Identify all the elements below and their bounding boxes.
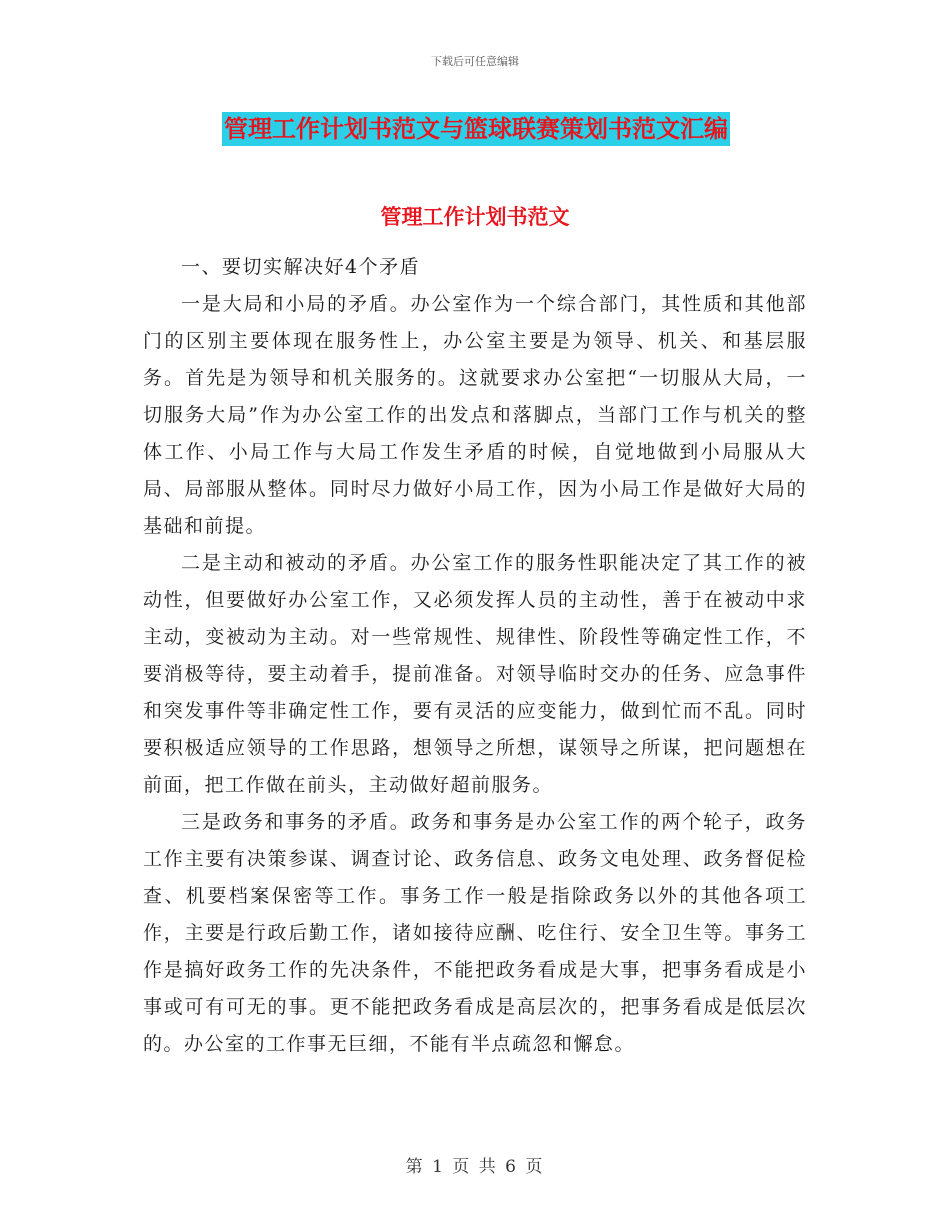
section-title: 管理工作计划书范文 xyxy=(380,204,570,229)
body-paragraph: 一是大局和小局的矛盾。办公室作为一个综合部门，其性质和其他部门的区别主要体现在服务性上，办公室主要是为领导、机关、和基层服务。首先是为领导和机关服务的。这就要求办公室把“一切服从大局，一切服务大局”作为办公室工作的出发点和落脚点，当部门工作与机关的整体工作、小局工作与大局工作发生矛盾的时候，自觉地做到小局服从大局、局部服从整体。同时尽力做好小局工作，因为小局工作是做好大局的基础和前提。 xyxy=(143,293,807,537)
body-paragraph: 二是主动和被动的矛盾。办公室工作的服务性职能决定了其工作的被动性，但要做好办公室工作，又必须发挥人员的主动性，善于在被动中求主动，变被动为主动。对一些常规性、规律性、阶段性等确定性工作，不要消极等待，要主动着手，提前准备。对领导临时交办的任务、应急事件和突发事件等非确定性工作，要有灵活的应变能力，做到忙而不乱。同时要积极适应领导的工作思路，想领导之所想，谋领导之所谋，把问题想在前面，把工作做在前头，主动做好超前服务。 xyxy=(143,552,807,796)
body-paragraph: 三是政务和事务的矛盾。政务和事务是办公室工作的两个轮子，政务工作主要有决策参谋、调查讨论、政务信息、政务文电处理、政务督促检查、机要档案保密等工作。事务工作一般是指除政务以外的其他各项工作，主要是行政后勤工作，诸如接待应酬、吃住行、安全卫生等。事务工作是搞好政务工作的先决条件，不能把政务看成是大事，把事务看成是小事或可有可无的事。更不能把政务看成是高层次的，把事务看成是低层次的。办公室的工作事无巨细，不能有半点疏忽和懈怠。 xyxy=(143,811,807,1055)
header-note: 下载后可任意编辑 xyxy=(431,55,519,68)
document-body xyxy=(143,249,807,1063)
page-number: 第 1 页 共 6 页 xyxy=(405,1157,545,1177)
document-main-title: 管理工作计划书范文与篮球联赛策划书范文汇编 xyxy=(222,112,730,146)
heading-paragraph: 一、要切实解决好4个矛盾 xyxy=(181,256,421,278)
